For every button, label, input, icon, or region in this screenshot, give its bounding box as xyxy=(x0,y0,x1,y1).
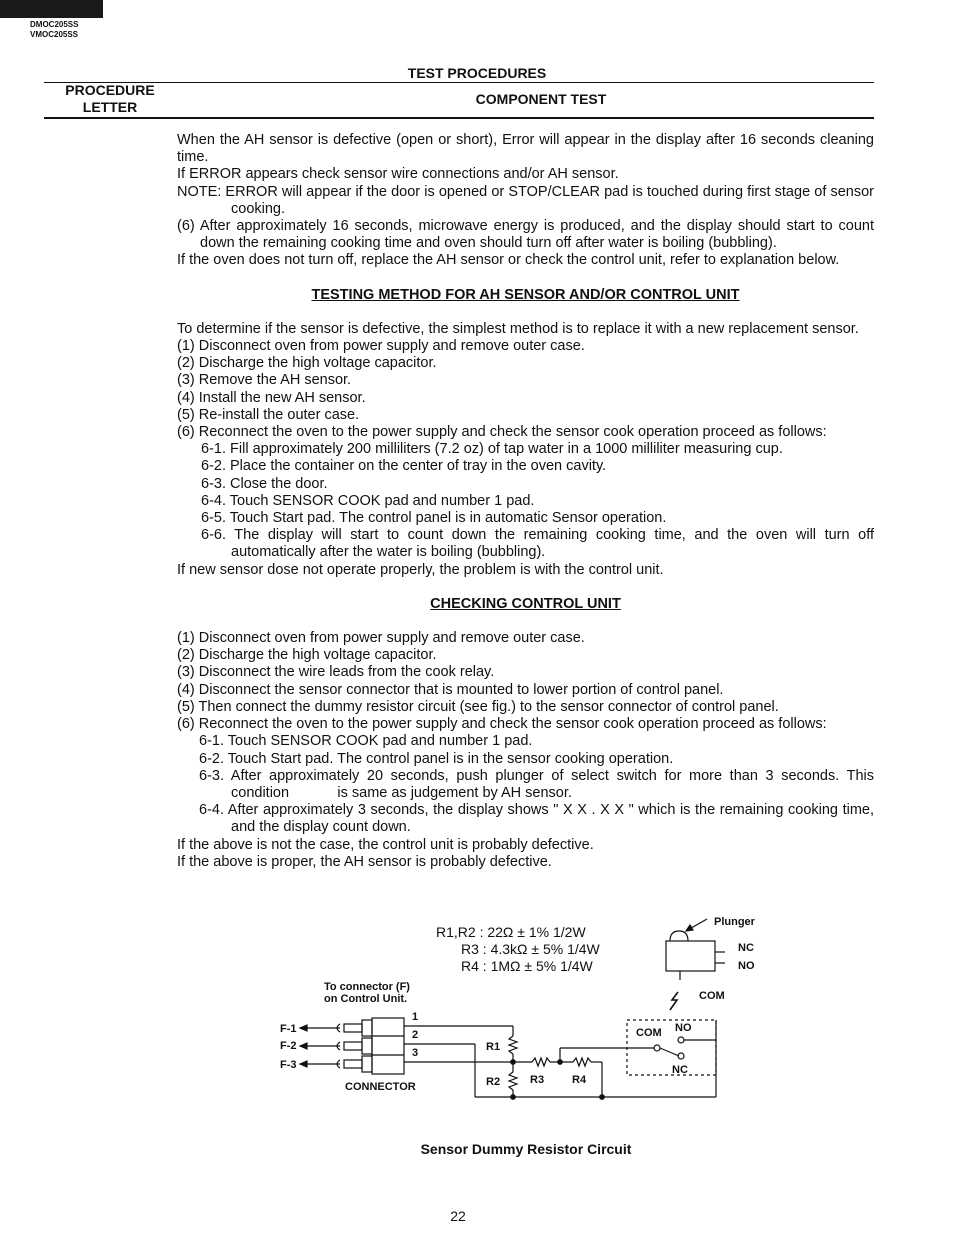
model-number: DMOC205SS xyxy=(30,20,79,29)
testing-step: (5) Re-install the outer case. xyxy=(177,406,360,423)
page-title: TEST PROCEDURES xyxy=(407,65,547,81)
checking-step: (6) Reconnect the oven to the power supply and check the sensor cook operation proceed as follows: xyxy=(177,716,827,733)
nc-label: NC xyxy=(672,1064,688,1076)
checking-substep: 6-1. Touch SENSOR COOK pad and number 1 pad. xyxy=(199,733,533,750)
column-component-test: COMPONENT TEST xyxy=(475,91,607,107)
wiring xyxy=(404,1020,716,1099)
plunger-label: Plunger xyxy=(714,916,755,928)
spec-line: R4 : 1MΩ ± 5% 1/4W xyxy=(461,958,593,974)
testing-step: (6) Reconnect the oven to the power supply and check the sensor cook operation proceed as follows: xyxy=(177,424,827,441)
testing-substep: 6-5. Touch Start pad. The control panel is in automatic Sensor operation. xyxy=(201,510,667,527)
page-number: 22 xyxy=(450,1208,466,1224)
testing-substep: 6-4. Touch SENSOR COOK pad and number 1 pad. xyxy=(201,492,535,509)
spec-line: R1,R2 : 22Ω ± 1% 1/2W xyxy=(436,924,586,940)
switch-no-label: NO xyxy=(738,960,755,972)
section-heading-checking: CHECKING CONTROL UNIT xyxy=(430,595,621,612)
switch-com-label: COM xyxy=(699,990,725,1002)
testing-closing: If new sensor dose not operate properly, the problem is with the control unit. xyxy=(177,561,664,578)
connector-label: CONNECTOR xyxy=(345,1081,416,1093)
resistor-label-r2: R2 xyxy=(486,1076,501,1088)
checking-substep: 6-4. After approximately 3 seconds, the display shows " X X . X X " which is the remaining cooking time, and the display count down. xyxy=(199,802,874,836)
testing-substep: 6-6. The display will start to count down the remaining cooking time, and the oven will turn off automatically after the water is boiling (bubbling). xyxy=(201,527,874,561)
pin-label-f3: F-3 xyxy=(280,1059,297,1071)
pin-number-2: 2 xyxy=(412,1029,419,1041)
checking-substep: 6-3. After approximately 20 seconds, push plunger of select switch for more than 3 seconds. This condition is same as judgement by AH sensor. xyxy=(199,767,879,801)
testing-substep: 6-1. Fill approximately 200 milliliters (7.2 oz) of tap water in a 1000 milliliter measuring cup. xyxy=(201,441,783,458)
intro-paragraph: If the oven does not turn off, replace the AH sensor or check the control unit, refer to explanation below. xyxy=(177,252,840,269)
no-label: NO xyxy=(675,1022,692,1034)
checking-step: (5) Then connect the dummy resistor circuit (see fig.) to the sensor connector of control panel. xyxy=(177,698,779,715)
testing-step: (4) Install the new AH sensor. xyxy=(177,389,366,406)
model-number: VMOC205SS xyxy=(30,30,79,39)
pin-number-1: 1 xyxy=(412,1011,419,1023)
resistor-label-r1: R1 xyxy=(486,1041,501,1053)
intro-paragraph: When the AH sensor is defective (open or short), Error will appear in the display after 16 seconds cleaning time. xyxy=(177,132,874,166)
connector-note: on Control Unit. xyxy=(324,993,408,1005)
com-label: COM xyxy=(636,1027,662,1039)
pin-label-f2: F-2 xyxy=(280,1040,297,1052)
resistor-label-r4: R4 xyxy=(572,1074,587,1086)
connector-note: To connector (F) xyxy=(324,981,410,993)
pin-number-3: 3 xyxy=(412,1047,419,1059)
testing-step: (3) Remove the AH sensor. xyxy=(177,372,352,389)
checking-closing: If the above is not the case, the control unit is probably defective. xyxy=(177,836,594,853)
resistor-label-r3: R3 xyxy=(530,1074,545,1086)
checking-step: (1) Disconnect oven from power supply and remove outer case. xyxy=(177,630,585,647)
testing-step: (2) Discharge the high voltage capacitor. xyxy=(177,355,437,372)
column-procedure-letter: PROCEDURE LETTER xyxy=(65,82,155,115)
intro-paragraph: If ERROR appears check sensor wire connections and/or AH sensor. xyxy=(177,166,619,183)
checking-closing: If the above is proper, the AH sensor is probably defective. xyxy=(177,853,552,870)
testing-lead: To determine if the sensor is defective, the simplest method is to replace it with a new replacement sensor. xyxy=(177,320,859,337)
spec-line: R3 : 4.3kΩ ± 5% 1/4W xyxy=(461,941,600,957)
pin-label-f1: F-1 xyxy=(280,1023,297,1035)
checking-step: (2) Discharge the high voltage capacitor. xyxy=(177,647,437,664)
checking-step: (4) Disconnect the sensor connector that is mounted to lower portion of control panel. xyxy=(177,681,724,698)
testing-substep: 6-3. Close the door. xyxy=(201,475,328,492)
testing-substep: 6-2. Place the container on the center of tray in the oven cavity. xyxy=(201,458,607,475)
diagram-caption: Sensor Dummy Resistor Circuit xyxy=(420,1141,632,1157)
intro-step: (6) After approximately 16 seconds, microwave energy is produced, and the display should start to count down the remaining cooking time and oven should turn off after water is boiling (bubbling). xyxy=(177,218,874,252)
testing-step: (1) Disconnect oven from power supply and remove outer case. xyxy=(177,338,585,355)
section-heading-testing: TESTING METHOD FOR AH SENSOR AND/OR CONTROL UNIT xyxy=(311,286,740,303)
checking-substep: 6-2. Touch Start pad. The control panel is in the sensor cooking operation. xyxy=(199,750,674,767)
checking-step: (3) Disconnect the wire leads from the cook relay. xyxy=(177,664,495,681)
switch-nc-label: NC xyxy=(738,942,754,954)
intro-note: NOTE: ERROR will appear if the door is opened or STOP/CLEAR pad is touched during first stage of sensor cooking. xyxy=(177,183,874,217)
connector-pins xyxy=(300,1018,404,1074)
